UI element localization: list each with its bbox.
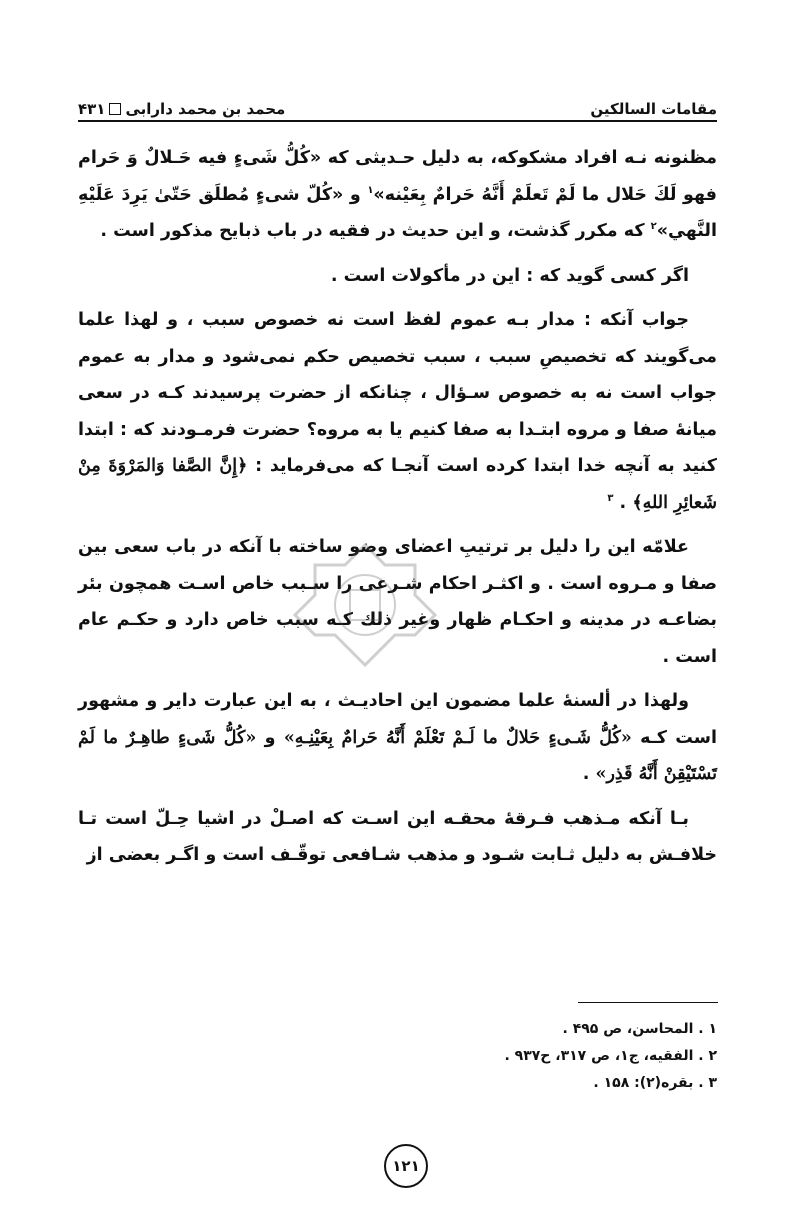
running-header xyxy=(78,88,717,118)
paragraph-3: جواب آنكه : مدار بـه عموم لفظ است نه خصوص سبب ، و لهذا علما می‌گويند كه تخصيصِ سبب ، سبب تخصيص حكم نمی‌شود و مدار به عموم جواب است نه به خصوص سـؤال ، چنانكه از حضرت پرسيدند كـه در سعی ميانهٔ صفا و مروه ابتـدا به صفا كنيم يا به مروه؟ حضرت فرمـودند كه : ابتدا كنيد به آنچه خدا ابتدا كرده است آنجـا كه می‌فرمايد : ﴿إِنَّ الصَّفا وَالمَرْوَةَ مِنْ شَعائِرِ اللهِ﴾ . $^۳$ xyxy=(78,310,717,513)
header-author: محمد بن محمد دارابی xyxy=(125,100,286,118)
quran-verse: ﴿إِنَّ الصَّفا وَالمَرْوَةَ مِنْ شَعائِرِ اللهِ﴾ xyxy=(78,456,717,513)
main-text xyxy=(78,140,717,882)
page-number: ۱۲۱ xyxy=(384,1144,428,1188)
square-ornament-icon xyxy=(109,103,121,115)
footnote-divider xyxy=(578,1002,718,1003)
paragraph-5: ولهذا در ألسنهٔ علما مضمون اين احاديـث ، به اين عبارت داير و مشهور است كـه «كُلُّ شَـیءٍ حَلالٌ ما لَـمْ تَعْلَمْ أَنَّهُ حَرامٌ بِعَیْنِـهِ» و «كُلُّ شَیءٍ طاهِـرٌ ما لَمْ تَسْتَیْقِنْ أَنَّهُ قَذِر» . xyxy=(78,691,717,784)
footnote-ref-2: ۲ xyxy=(650,221,657,233)
footnote-ref-3: ۳ xyxy=(607,492,614,504)
footnotes xyxy=(297,1016,717,1097)
book-title: مقامات السالكين xyxy=(590,100,717,118)
paragraph-4: علامّه اين را دليل بر ترتيبِ اعضای وضو ساخته با آنكه در باب سعی بين صفا و مـروه است . و اكثـر احكام شـرعی را سـبب خاص اسـت همچون بئر بضاعـه در مدينه و احكـام ظهار وغير ذلك كـه سبب خاص دارد و حكـم عام است . xyxy=(78,537,717,667)
header-divider xyxy=(78,120,717,122)
footnote-3: ۳ . بقره(۲): ۱۵۸ . xyxy=(593,1075,717,1091)
header-page-marker: ۴۳۱ xyxy=(78,100,106,118)
hadith-quote-2: «كُلُّ شَیءٍ طاهِـرٌ ما لَمْ تَسْتَیْقِنْ أَنَّهُ قَذِر» xyxy=(78,727,717,784)
author-page-marker xyxy=(78,100,285,118)
footnote-ref-1: ۱ xyxy=(367,184,374,196)
footnote-2: ۲ . الفقيه، ج۱، ص ۳۱۷، ح۹۳۷ . xyxy=(504,1048,717,1064)
footnote-1: ۱ . المحاسن، ص ۴۹۵ . xyxy=(562,1021,717,1037)
paragraph-6: بـا آنكه مـذهب فـرقهٔ محقـه اين اسـت كه اصـلْ در اشيا حِـلّ است تـا خلافـش به دليل ثـابت شـود و مذهب شـافعی توقّـف است و اگـر بعضی از xyxy=(78,808,717,865)
hadith-quote-1: «كُلُّ شَـیءٍ حَلالٌ ما لَـمْ تَعْلَمْ أَنَّهُ حَرامٌ بِعَیْنِـهِ» xyxy=(283,727,632,748)
library-seal-watermark xyxy=(290,540,440,670)
paragraph-2: اگر كسی گويد كه : اين در مأكولات است . xyxy=(330,265,689,286)
paragraph-1: مظنونه نـه افراد مشكوكه، به دليل حـديثی كه «كُلُّ شَیءٍ فیه حَـلالٌ وَ حَرام فهو لَكَ حَلال ما لَمْ تَعلَمْ أَنَّهُ حَرامٌ بِعَیْنه»$^۱$ و «كُلّ شیءٍ مُطلَق حَتّیٰ یَرِدَ عَلَیْهِ النَّهي»$^۲$ كه مكرر گذشت، و اين حديث در فقيه در باب ذبايح مذكور است . xyxy=(78,148,717,241)
